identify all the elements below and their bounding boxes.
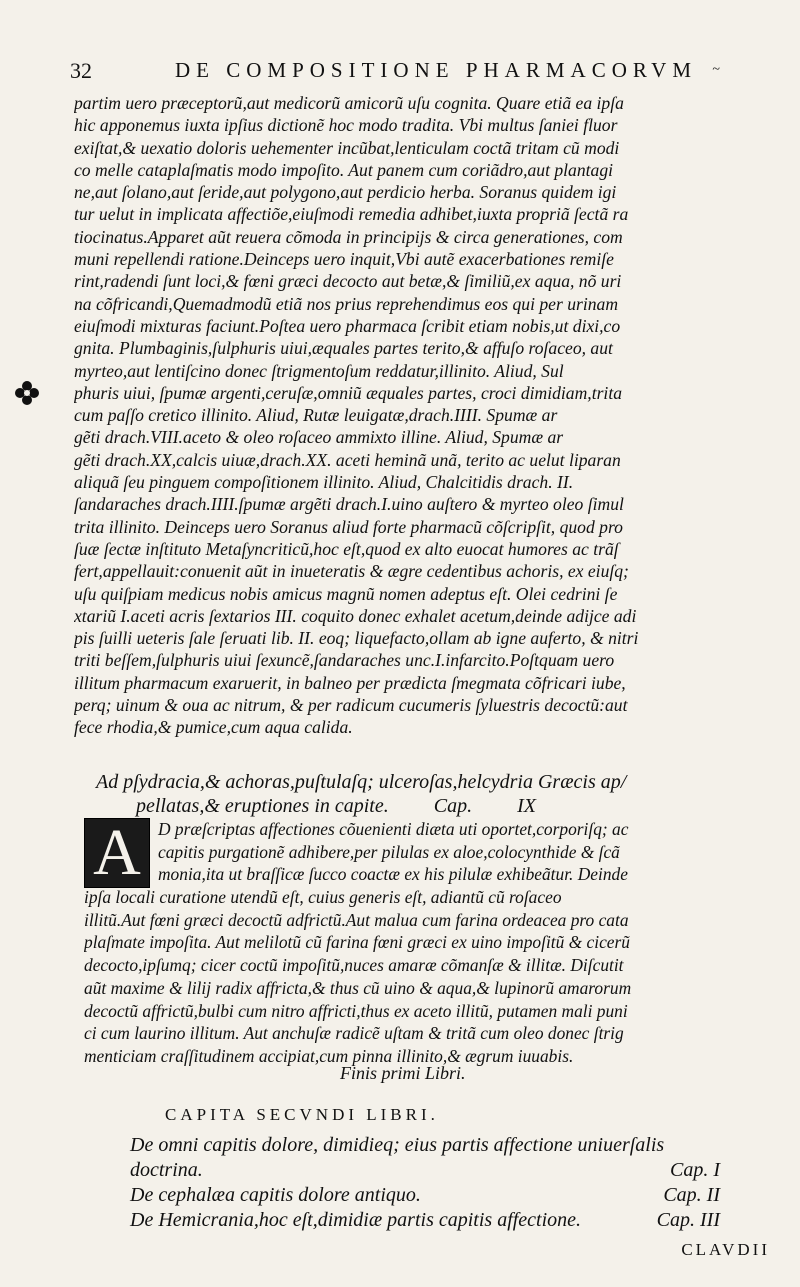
text-line: capitis purgationẽ adhibere,per pilulas ex aloe,colocynthide & ſcã xyxy=(158,841,620,862)
text-line: tur uelut in implicata affectiõe,eiuſmodi remedia adhibet,iuxta propriã ſectã ra xyxy=(74,204,629,225)
toc-entry-cap: Cap. II xyxy=(663,1184,720,1206)
toc-heading: CAPITA SECVNDI LIBRI. xyxy=(165,1105,439,1124)
text-line: hic apponemus iuxta ipſius dictionẽ hoc modo tradita. Vbi multus ſaniei fluor xyxy=(74,115,618,136)
chapter-cap-number: IX xyxy=(517,795,536,817)
chapter-heading-text: pellatas,& eruptiones in capite. xyxy=(136,795,389,817)
drop-cap-letter: A xyxy=(93,816,141,889)
toc-entry-text: De omni capitis dolore, dimidieq; eius partis affectione uniuerſalis xyxy=(130,1134,665,1156)
toc-entry xyxy=(130,1183,720,1208)
text-line: D præſcriptas affectiones cõuenienti diæta uti oportet,corporiſq; ac xyxy=(158,819,629,839)
text-line: aũt maxime & lilij radix affricta,& thus cũ uino & aqua,& lupinorũ amarorum xyxy=(84,977,632,998)
text-line: co melle cataplaſmatis modo impoſito. Aut panem cum coriãdro,aut plantagi xyxy=(74,159,614,180)
table-of-contents xyxy=(130,1133,720,1233)
text-line: muni repellendi ratione.Deinceps uero inquit,Vbi autẽ exacerbationes remiſe xyxy=(74,249,614,270)
text-line: decoctũ affrictũ,bulbi cum nitro affricti,thus ex aceto illitũ, putamen mali puni xyxy=(84,1000,628,1021)
toc-entry-cap: Cap. III xyxy=(656,1209,720,1231)
toc-entry-text: De cephalæa capitis dolore antiquo. xyxy=(130,1184,421,1206)
text-line: gẽti drach.XX,calcis uiuæ,drach.XX. aceti heminã unã, terito ac uelut liparan xyxy=(74,449,621,470)
text-line: tiocinatus.Apparet aũt reuera cõmoda in principijs & circa generationes, com xyxy=(74,226,623,247)
chapter-heading-line xyxy=(96,794,786,818)
text-line: triti beſſem,ſulphuris uiui ſexuncẽ,ſandaraches unc.I.infarcito.Poſtquam uero xyxy=(74,650,615,671)
text-line: uſu quiſpiam medicus nobis amicus magnũ nomen adeptus eſt. Olei cedrini ſe xyxy=(74,583,618,604)
chapter-heading-line: Ad pſydracia,& achoras,puſtulaſq; ulceroſas,helcydria Græcis ap/ xyxy=(96,771,627,793)
text-line: illitum pharmacum exaruerit, in balneo per prædicta ſmegmata cõfricari iube, xyxy=(74,672,626,693)
text-line: monia,ita ut braſſicæ ſucco coactæ ex his pilulæ exhibeãtur. Deinde xyxy=(158,864,628,885)
toc-entry xyxy=(130,1158,720,1183)
chapter-text-block xyxy=(84,818,784,1068)
text-line: ne,aut ſolano,aut ſeride,aut polygono,aut perdicio herba. Soranus quidem igi xyxy=(74,182,617,203)
text-line: ipſa locali curatione utendũ eſt, cuius generis eſt, adiantũ cũ roſaceo xyxy=(84,887,562,908)
main-text-block xyxy=(74,92,780,739)
running-head xyxy=(60,58,760,88)
text-line: ci cum laurino illitum. Aut anchuſæ radicẽ uſtam & tritã cum oleo donec ſtrig xyxy=(84,1023,624,1044)
toc-entry xyxy=(130,1133,720,1158)
toc-entry-text: doctrina. xyxy=(130,1159,203,1181)
text-line: na cõfricandi,Quemadmodũ etiã nos prius reprehendimus eos qui per urinam xyxy=(74,293,619,314)
text-line: fert,appellauit:conuenit aũt in inueteratis & ægre cedentibus achoris, ex eiuſq; xyxy=(74,561,629,582)
chapter-cap-label: Cap. xyxy=(433,795,473,817)
text-line: ſandaraches drach.IIII.ſpumæ argẽti drach.I.uino auſtero & myrteo oleo ſimul xyxy=(74,494,624,515)
flower-ornament-icon xyxy=(14,380,40,406)
text-line: phuris uiui, ſpumæ argenti,ceruſæ,omniũ æquales partes, croci dimidiam,trita xyxy=(74,382,623,403)
chapter-heading xyxy=(96,770,786,818)
catchword: CLAVDII xyxy=(681,1240,770,1259)
text-line: trita illinito. Deinceps uero Soranus aliud forte pharmacũ cõſcripſit, quod pro xyxy=(74,516,623,537)
text-line: exiſtat,& uexatio doloris uehementer incũbat,lenticulam coctã tritam cũ modi xyxy=(74,137,620,158)
finis-line: Finis primi Libri. xyxy=(340,1063,466,1083)
text-line: perq; uinum & oua ac nitrum, & per radicum cucumeris ſyluestris decoctũ:aut xyxy=(74,695,628,716)
text-line: pis ſuilli ueteris ſale ſeruati lib. II. eoq; liquefacto,ollam ab igne auferto, & nitri xyxy=(74,628,639,649)
toc-entry-cap: Cap. I xyxy=(670,1159,720,1181)
printer-mark: ~ xyxy=(712,62,720,77)
running-title: DE COMPOSITIONE PHARMACORVM xyxy=(175,58,698,82)
text-line: fece rhodia,& pumice,cum aqua calida. xyxy=(74,717,353,738)
text-line: rint,radendi ſunt loci,& fœni græci decocto aut betæ,& ſimiliũ,ex aqua, nõ uri xyxy=(74,271,622,292)
text-line: xtariũ I.aceti acris ſextarios III. coquito donec exhalet acetum,deinde adijce adi xyxy=(74,605,637,626)
text-line: ſuæ ſectæ inſtituto Metaſyncriticũ,hoc eſt,quod ex alto euocat humores ac trãſ xyxy=(74,538,619,559)
text-line: gnita. Plumbaginis,ſulphuris uiui,æquales partes terito,& affuſo roſaceo, aut xyxy=(74,338,613,359)
text-line: menticiam craſſitudinem accipiat,cum pinna illinito,& ægrum iuuabis. xyxy=(84,1045,574,1066)
text-line: partim uero præceptorũ,aut medicorũ amicorũ uſu cognita. Quare etiã ea ipſa xyxy=(74,93,624,113)
text-line: gẽti drach.VIII.aceto & oleo roſaceo ammixto illine. Aliud, Spumæ ar xyxy=(74,427,564,448)
text-line: eiuſmodi mixturas faciunt.Poſtea uero pharmaca ſcribit etiam nobis,ut dixi,co xyxy=(74,315,621,336)
text-line: decocto,ipſumq; cicer coctũ impoſitũ,nuces amaræ cõmanſæ & illitæ. Diſcutit xyxy=(84,955,624,976)
toc-entry xyxy=(130,1208,720,1233)
text-line: illitũ.Aut fœni græci decoctũ adfrictũ.Aut malua cum farina ordeacea pro cata xyxy=(84,909,629,930)
toc-entry-text: De Hemicrania,hoc eſt,dimidiæ partis capitis affectione. xyxy=(130,1209,582,1231)
text-line: cum paſſo cretico illinito. Aliud, Rutæ leuigatæ,drach.IIII. Spumæ ar xyxy=(74,405,558,426)
page-number: 32 xyxy=(70,58,92,83)
text-line: aliquã ſeu pinguem compoſitionem illinito. Aliud, Chalcitidis drach. II. xyxy=(74,472,574,493)
text-line: myrteo,aut lentiſcino donec ſtrigmentoſum reddatur,illinito. Aliud, Sul xyxy=(74,360,564,381)
text-line: plaſmate impoſita. Aut melilotũ cũ farina fœni græci ex uino impoſitũ & cicerũ xyxy=(84,932,630,953)
